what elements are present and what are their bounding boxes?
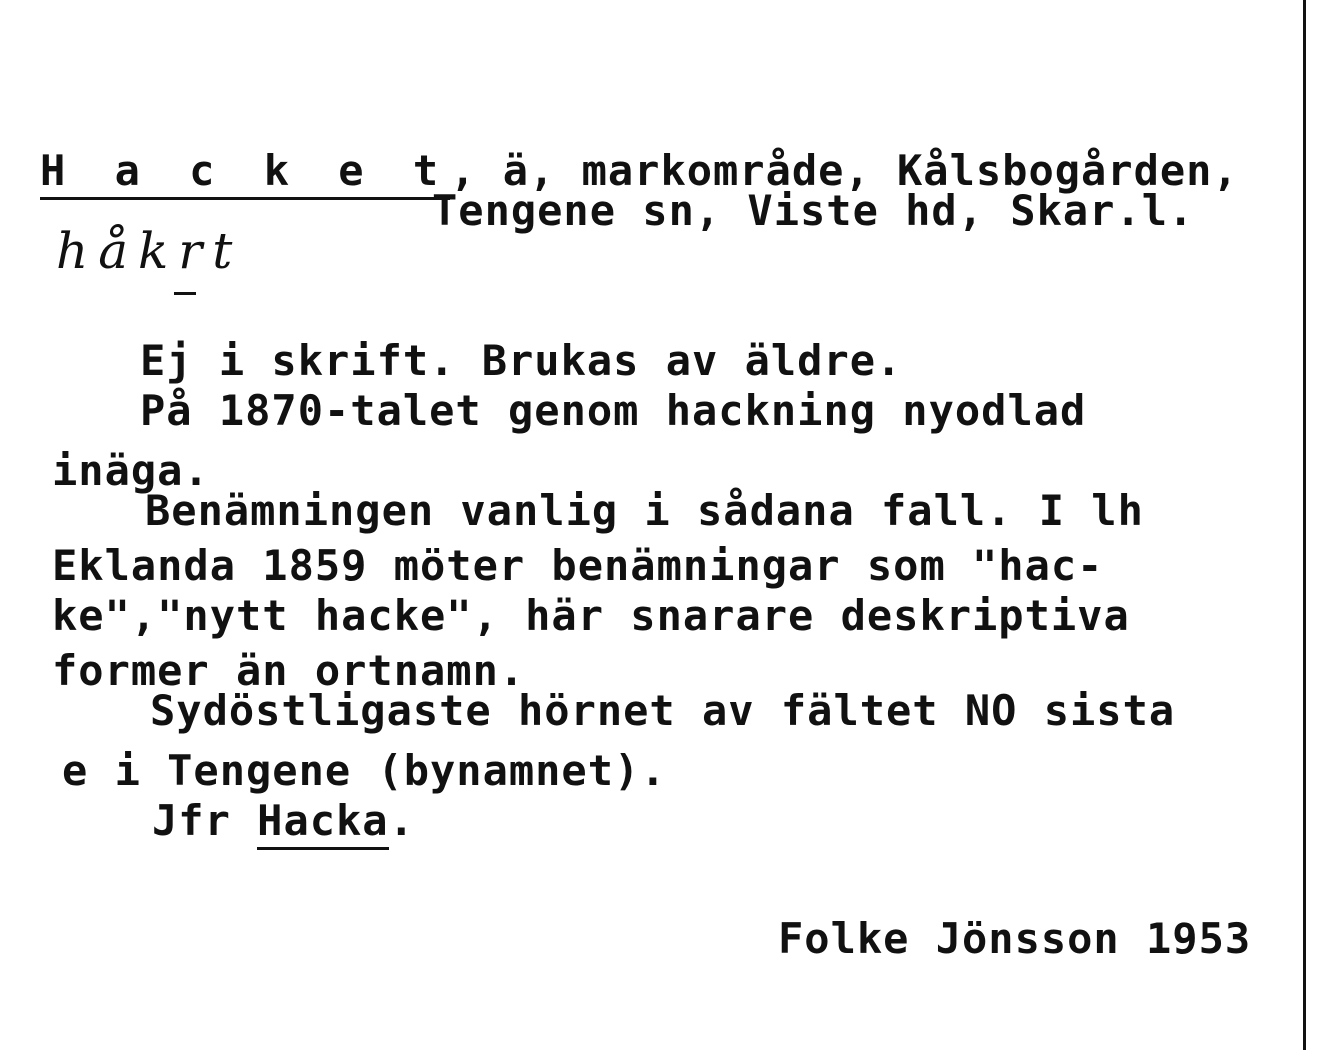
headword: H a c k e t — [40, 146, 450, 200]
pronunciation-handwritten: håkrt — [56, 222, 243, 280]
cross-reference-link[interactable]: Hacka — [257, 796, 388, 850]
body-line-9: e i Tengene (bynamnet). — [62, 746, 667, 795]
header-line-1-rest: , ä, markområde, Kålsbogården, — [450, 146, 1239, 195]
pronunciation-underline-mark — [174, 292, 196, 295]
card-edge-line — [1303, 0, 1306, 1050]
header-line-2: Tengene sn, Viste hd, Skar.l. — [432, 186, 1195, 235]
body-line-3: inäga. — [52, 446, 210, 495]
cross-reference-prefix: Jfr — [152, 796, 258, 845]
body-line-8: Sydöstligaste hörnet av fältet NO sista — [150, 686, 1176, 735]
body-line-7: former än ortnamn. — [52, 646, 526, 695]
body-line-2: På 1870-talet genom hackning nyodlad — [140, 386, 1087, 435]
body-line-1: Ej i skrift. Brukas av äldre. — [140, 336, 903, 385]
signature: Folke Jönsson 1953 — [778, 914, 1252, 963]
cross-reference-suffix: . — [388, 796, 415, 845]
body-line-5: Eklanda 1859 möter benämningar som "hac- — [52, 541, 1104, 590]
cross-reference — [152, 796, 415, 845]
body-line-6: ke","nytt hacke", här snarare deskriptiva — [52, 591, 1130, 640]
body-line-4: Benämningen vanlig i sådana fall. I lh — [145, 486, 1144, 535]
